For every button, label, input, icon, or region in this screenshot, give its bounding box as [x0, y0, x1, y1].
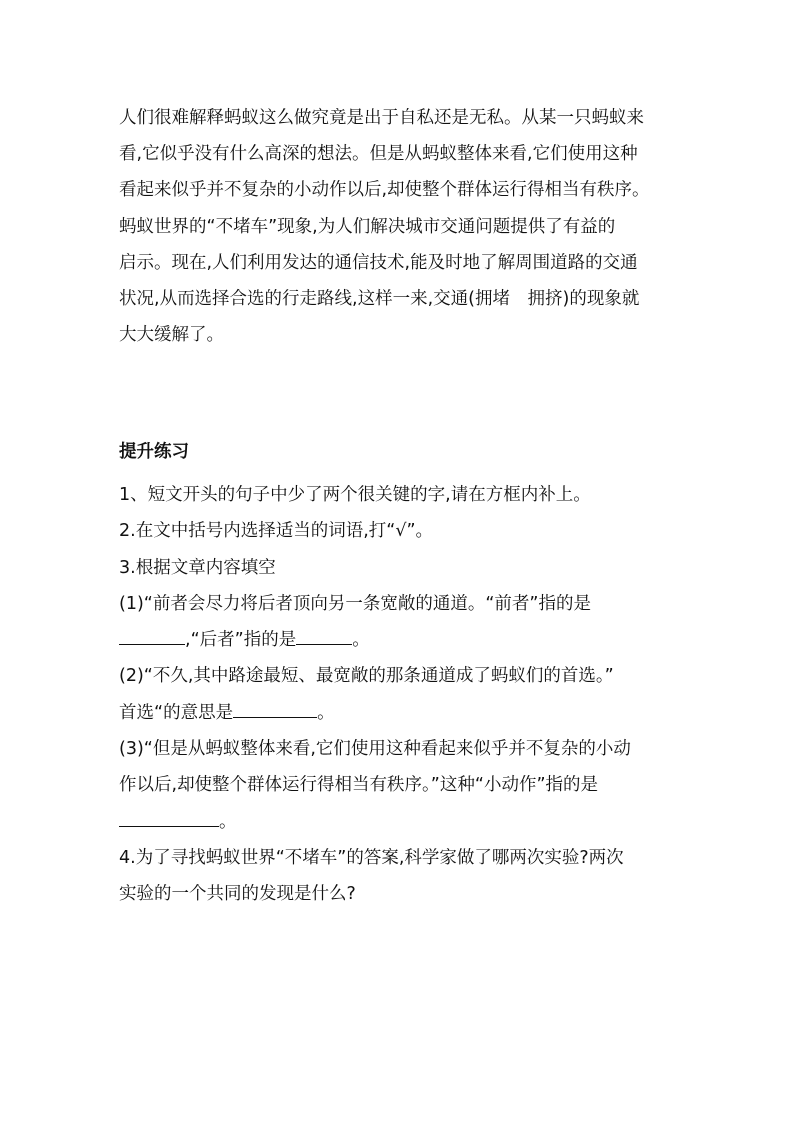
question-4-text: 4.为了寻找蚂蚁世界“不堵车”的答案,科学家做了哪两次实验?两次: [119, 847, 624, 868]
answer-blank[interactable]: [296, 643, 352, 645]
question-4-text: 实验的一个共同的发现是什么?: [119, 884, 356, 905]
question-list: [119, 477, 694, 913]
answer-blank[interactable]: [119, 643, 185, 645]
question-1: 1、短文开头的句子中少了两个很关键的字,请在方框内补上。: [119, 485, 591, 505]
question-3-2-text: (2)“不久,其中路途最短、最宽敞的那条通道成了蚂蚁们的首选。”: [119, 666, 614, 687]
question-3-2-blank: 首选“的意思是 。: [119, 702, 335, 723]
question-3-1-blanks: ,“后者”指的是 。: [119, 622, 694, 658]
passage-line: 大大缓解了。: [119, 325, 224, 346]
answer-blank[interactable]: [233, 716, 317, 718]
passage-paragraph: [119, 100, 694, 353]
passage-line: 蚂蚁世界的“不堵车”现象,为人们解决城市交通问题提供了有益的: [119, 216, 616, 237]
question-3: 3.根据文章内容填空: [119, 557, 276, 578]
question-2: 2.在文中括号内选择适当的词语,打“√”。: [119, 521, 434, 542]
passage-line: 启示。现在,人们利用发达的通信技术,能及时地了解周围道路的交通: [119, 252, 638, 273]
passage-line: 看,它似乎没有什么高深的想法。但是从蚂蚁整体来看,它们使用这种: [119, 144, 638, 165]
section-title: 提升练习: [119, 442, 189, 462]
answer-blank[interactable]: [119, 825, 219, 827]
question-3-1-text: (1)“前者会尽力将后者顶向另一条宽敞的通道。“前者”指的是: [119, 593, 591, 614]
question-3-3-blank: 。: [119, 804, 694, 840]
passage-line: 状况,从而选择合选的行走路线,这样一来,交通(拥堵 拥挤)的现象就: [119, 289, 640, 310]
passage-line: 人们很难解释蚂蚁这么做究竟是出于自私还是无私。从某一只蚂蚁来: [119, 108, 644, 128]
question-3-3-text: 作以后,却使整个群体运行得相当有秩序。”这种“小动作”指的是: [119, 775, 599, 796]
question-3-3-text: (3)“但是从蚂蚁整体来看,它们使用这种看起来似乎并不复杂的小动: [119, 739, 631, 760]
passage-line: 看起来似乎并不复杂的小动作以后,却使整个群体运行得相当有秩序。: [119, 180, 650, 201]
